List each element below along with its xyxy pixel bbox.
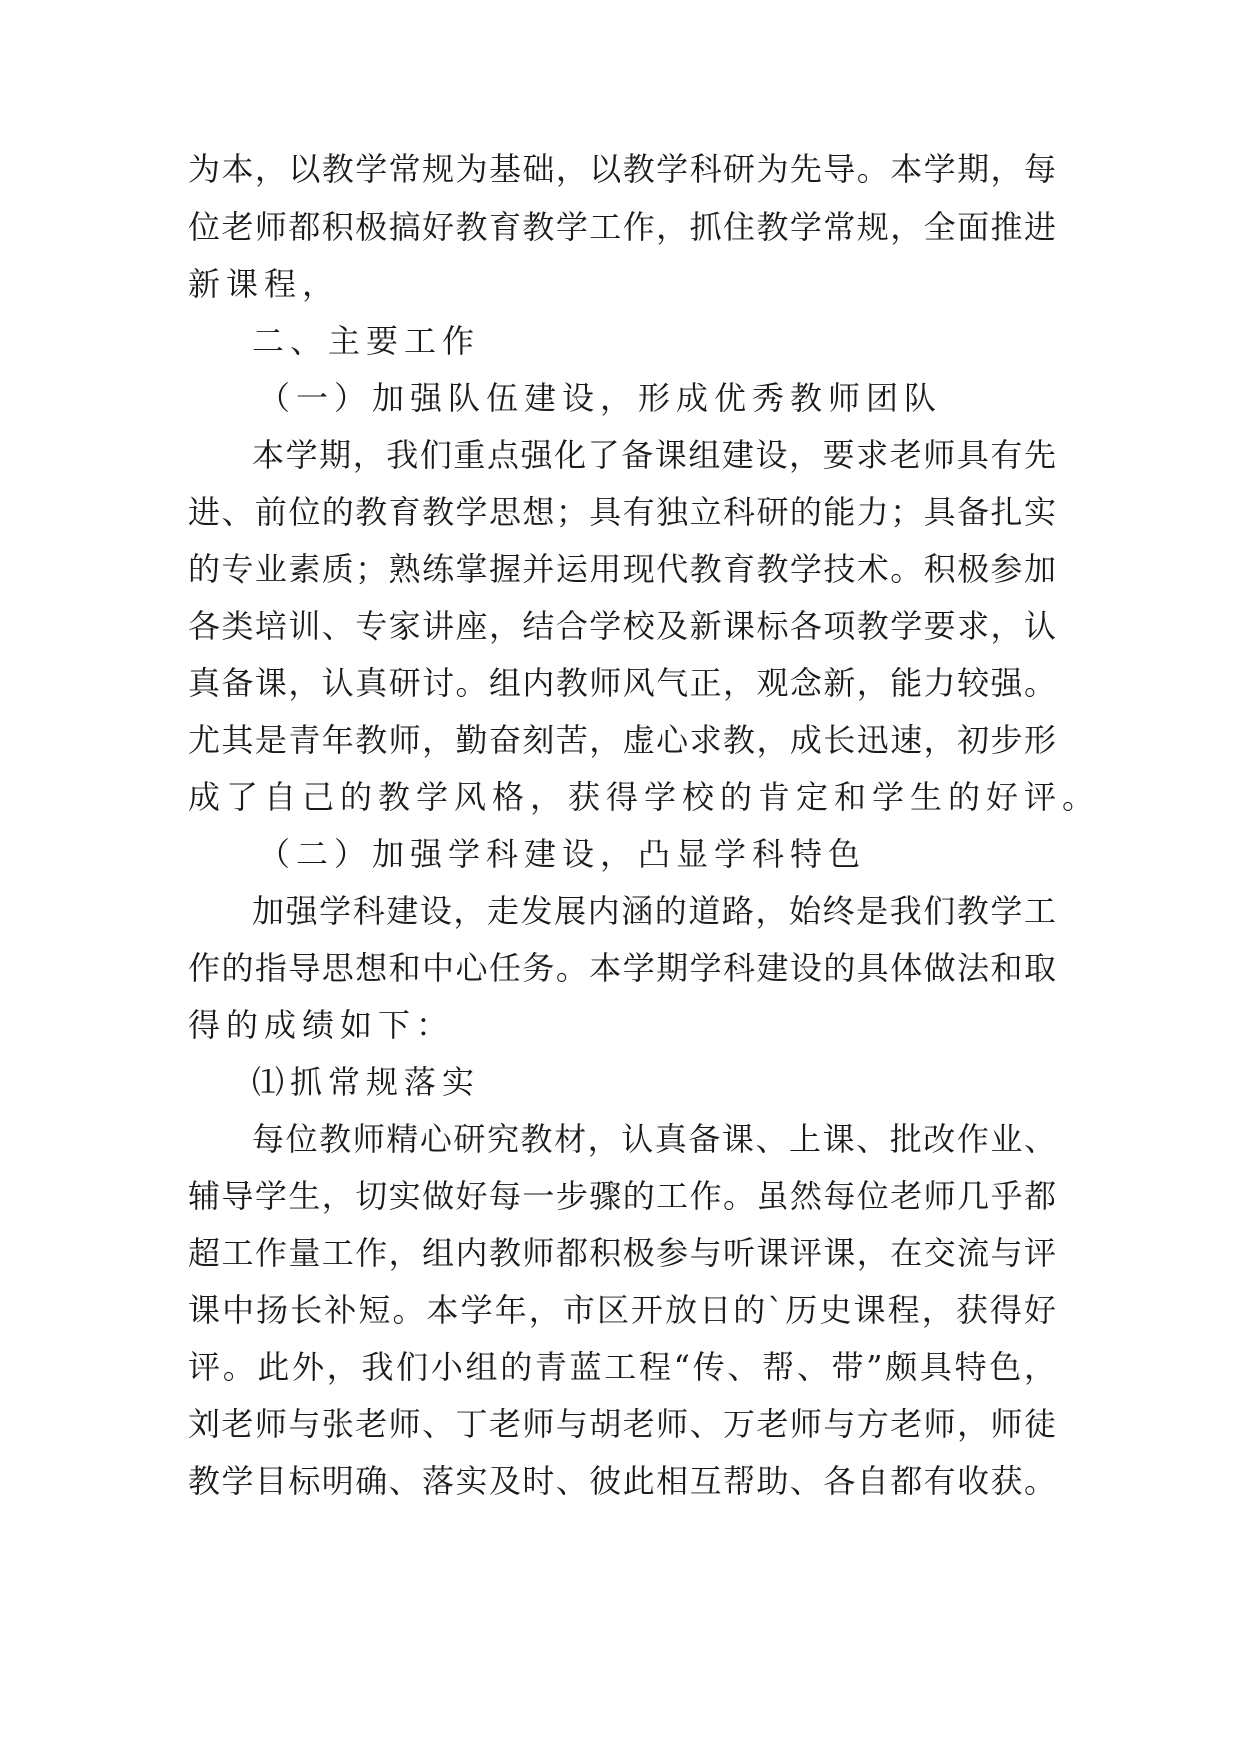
paragraph-line: 辅导学生，切实做好每一步骤的工作。虽然每位老师几乎都 bbox=[188, 1177, 1056, 1215]
paragraph-line: 各类培训、专家讲座，结合学校及新课标各项教学要求，认 bbox=[188, 607, 1056, 645]
paragraph-line: 刘老师与张老师、丁老师与胡老师、万老师与方老师，师徒 bbox=[188, 1405, 1056, 1443]
paragraph-line: 评。此外，我们小组的青蓝工程“传、帮、带”颇具特色， bbox=[188, 1348, 1056, 1386]
paragraph-line: 成了自己的教学风格，获得学校的肯定和学生的好评。 bbox=[188, 778, 1101, 816]
paragraph-line: 教学目标明确、落实及时、彼此相互帮助、各自都有收获。 bbox=[188, 1462, 1056, 1500]
paragraph-line: 为本，以教学常规为基础，以教学科研为先导。本学期，每 bbox=[188, 150, 1056, 188]
paragraph-line: 课中扬长补短。本学年，市区开放日的`历史课程，获得好 bbox=[188, 1291, 1056, 1329]
paragraph-line: 位老师都积极搞好教育教学工作，抓住教学常规，全面推进 bbox=[188, 208, 1056, 246]
paragraph-line: 新课程， bbox=[188, 265, 341, 303]
subsection-heading: （二）加强学科建设，凸显学科特色 bbox=[258, 835, 867, 873]
paragraph-line: 得的成绩如下： bbox=[188, 1006, 455, 1044]
paragraph-line: 作的指导思想和中心任务。本学期学科建设的具体做法和取 bbox=[188, 949, 1056, 987]
paragraph-line: 的专业素质；熟练掌握并运用现代教育教学技术。积极参加 bbox=[188, 550, 1056, 588]
paragraph-line: 尤其是青年教师，勤奋刻苦，虚心求教，成长迅速，初步形 bbox=[188, 721, 1056, 759]
paragraph-line: 本学期，我们重点强化了备课组建设，要求老师具有先 bbox=[252, 436, 1056, 474]
section-heading: 二、主要工作 bbox=[252, 322, 481, 360]
paragraph-line: 加强学科建设，走发展内涵的道路，始终是我们教学工 bbox=[252, 892, 1056, 930]
paragraph-line: 每位教师精心研究教材，认真备课、上课、批改作业、 bbox=[252, 1120, 1056, 1158]
paragraph-line: 真备课，认真研讨。组内教师风气正，观念新，能力较强。 bbox=[188, 664, 1056, 702]
list-item-heading: ⑴抓常规落实 bbox=[252, 1063, 481, 1101]
subsection-heading: （一）加强队伍建设，形成优秀教师团队 bbox=[258, 379, 943, 417]
paragraph-line: 超工作量工作，组内教师都积极参与听课评课，在交流与评 bbox=[188, 1234, 1056, 1272]
paragraph-line: 进、前位的教育教学思想；具有独立科研的能力；具备扎实 bbox=[188, 493, 1056, 531]
